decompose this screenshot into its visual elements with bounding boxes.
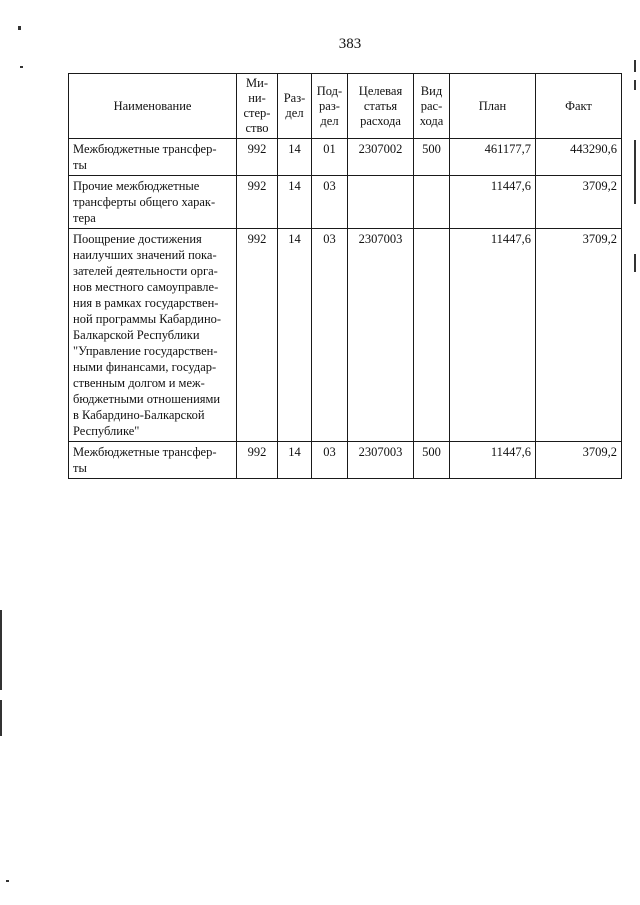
row-ministry: 992 <box>237 176 278 229</box>
row-section: 14 <box>278 139 312 176</box>
row-target <box>348 176 414 229</box>
table-row <box>69 139 622 176</box>
row-section: 14 <box>278 176 312 229</box>
row-section: 14 <box>278 229 312 442</box>
table-row <box>69 176 622 229</box>
row-name: Поощрение достижения наилучших значений пока- зателей деятельности орга- нов местного самоуправле- ния в рамках государствен- ной программы Кабардино- Балкарской Республики "Управление государствен- ными финансами, государ- ственным долгом и меж- бюджетными отношениями в Кабардино-Балкарской Республике" <box>69 229 237 442</box>
header-target: Целевая статья расхода <box>348 74 414 139</box>
scan-speck <box>6 880 9 882</box>
row-type <box>414 229 450 442</box>
row-subsection: 01 <box>312 139 348 176</box>
row-type: 500 <box>414 139 450 176</box>
row-plan: 461177,7 <box>450 139 536 176</box>
scan-speck <box>18 26 21 30</box>
scan-edge-line <box>634 80 636 90</box>
row-target: 2307003 <box>348 442 414 479</box>
row-plan: 11447,6 <box>450 229 536 442</box>
header-ministry: Ми- ни- стер- ство <box>237 74 278 139</box>
row-name: Межбюджетные трансфер- ты <box>69 442 237 479</box>
scan-edge-line <box>634 60 636 72</box>
header-fact: Факт <box>536 74 622 139</box>
row-plan: 11447,6 <box>450 442 536 479</box>
table-row <box>69 442 622 479</box>
header-type: Вид рас- хода <box>414 74 450 139</box>
row-ministry: 992 <box>237 139 278 176</box>
row-ministry: 992 <box>237 442 278 479</box>
scan-edge-line <box>634 254 636 272</box>
row-subsection: 03 <box>312 229 348 442</box>
row-fact: 3709,2 <box>536 229 622 442</box>
table-header-row <box>69 74 622 139</box>
row-subsection: 03 <box>312 442 348 479</box>
row-fact: 443290,6 <box>536 139 622 176</box>
row-name: Межбюджетные трансфер- ты <box>69 139 237 176</box>
row-section: 14 <box>278 442 312 479</box>
row-fact: 3709,2 <box>536 442 622 479</box>
row-fact: 3709,2 <box>536 176 622 229</box>
scan-edge-line <box>634 140 636 204</box>
row-type <box>414 176 450 229</box>
budget-table <box>68 73 622 479</box>
header-plan: План <box>450 74 536 139</box>
header-subsection: Под- раз- дел <box>312 74 348 139</box>
row-name: Прочие межбюджетные трансферты общего харак- тера <box>69 176 237 229</box>
scan-edge-line <box>0 610 2 690</box>
row-plan: 11447,6 <box>450 176 536 229</box>
row-target: 2307002 <box>348 139 414 176</box>
scan-speck <box>20 66 23 68</box>
row-subsection: 03 <box>312 176 348 229</box>
header-section: Раз- дел <box>278 74 312 139</box>
header-name: Наименование <box>69 74 237 139</box>
scan-edge-line <box>0 700 2 736</box>
row-ministry: 992 <box>237 229 278 442</box>
row-type: 500 <box>414 442 450 479</box>
table-row <box>69 229 622 442</box>
page-number: 383 <box>338 36 362 52</box>
row-target: 2307003 <box>348 229 414 442</box>
